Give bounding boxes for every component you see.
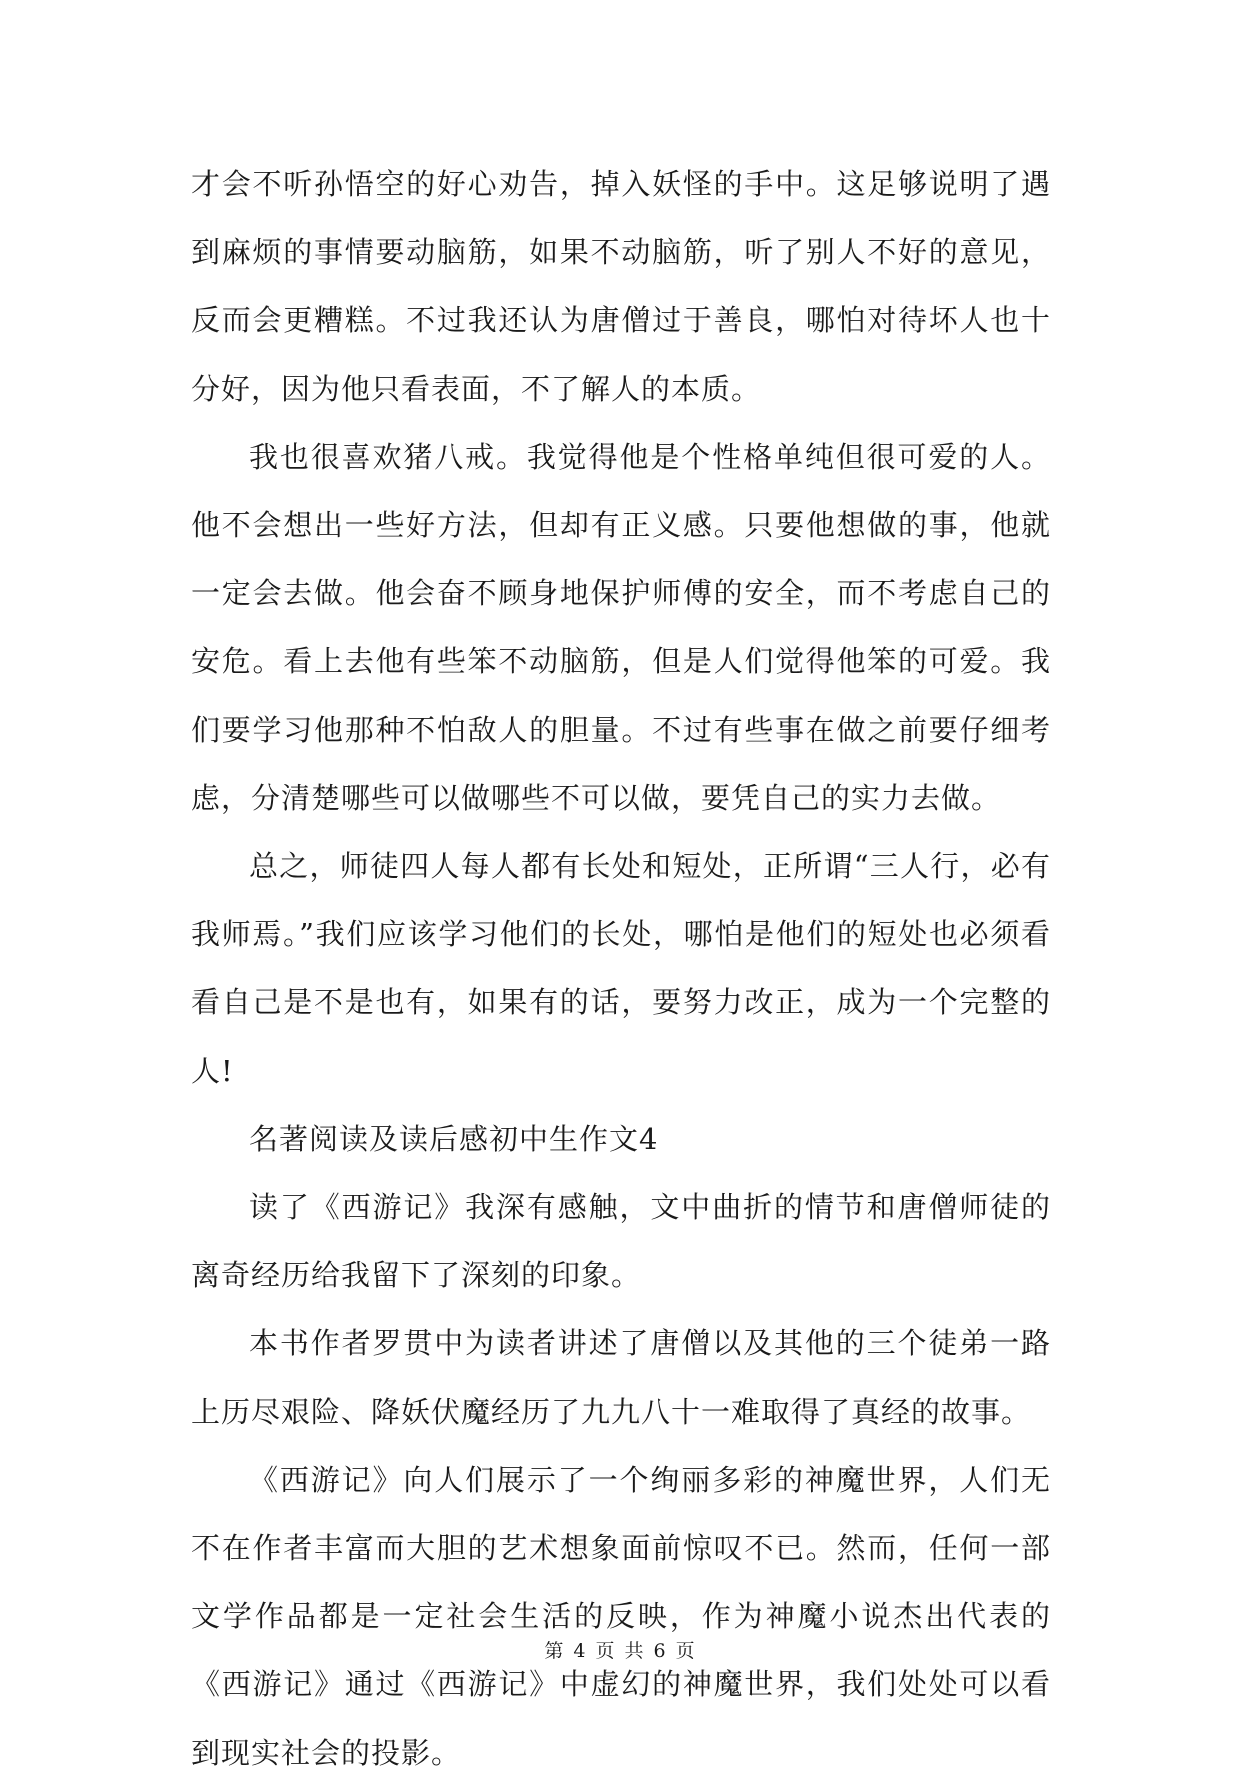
paragraph-1: 才会不听孙悟空的好心劝告，掉入妖怪的手中。这足够说明了遇到麻烦的事情要动脑筋，如果不动脑筋，听了别人不好的意见，反而会更糟糕。不过我还认为唐僧过于善良，哪怕对待坏人也十分好，因为他只看表面，不了解人的本质。: [191, 167, 1051, 406]
paragraph-4: 读了《西游记》我深有感触，文中曲折的情节和唐僧师徒的离奇经历给我留下了深刻的印象。: [191, 1190, 1051, 1293]
section-heading: 名著阅读及读后感初中生作文4: [249, 1121, 659, 1156]
paragraph-6: 《西游记》向人们展示了一个绚丽多彩的神魔世界，人们无不在作者丰富而大胆的艺术想象面前惊叹不已。然而，任何一部文学作品都是一定社会生活的反映，作为神魔小说杰出代表的《西游记》通过《西游记》中虚幻的神魔世界，我们处处可以看到现实社会的投影。: [191, 1462, 1051, 1770]
paragraph-3: 总之，师徒四人每人都有长处和短处，正所谓“三人行，必有我师焉。”我们应该学习他们的长处，哪怕是他们的短处也必须看看自己是不是也有，如果有的话，要努力改正，成为一个完整的人!: [191, 849, 1051, 1088]
paragraph-2: 我也很喜欢猪八戒。我觉得他是个性格单纯但很可爱的人。他不会想出一些好方法，但却有正义感。只要他想做的事，他就一定会去做。他会奋不顾身地保护师傅的安全，而不考虑自己的安危。看上去他有些笨不动脑筋，但是人们觉得他笨的可爱。我们要学习他那种不怕敌人的胆量。不过有些事在做之前要仔细考虑，分清楚哪些可以做哪些不可以做，要凭自己的实力去做。: [191, 439, 1051, 815]
page-number-footer: 第 4 页 共 6 页: [544, 1640, 697, 1662]
body-text: [191, 150, 1051, 1787]
paragraph-5: 本书作者罗贯中为读者讲述了唐僧以及其他的三个徒弟一路上历尽艰险、降妖伏魔经历了九九八十一难取得了真经的故事。: [191, 1326, 1051, 1429]
